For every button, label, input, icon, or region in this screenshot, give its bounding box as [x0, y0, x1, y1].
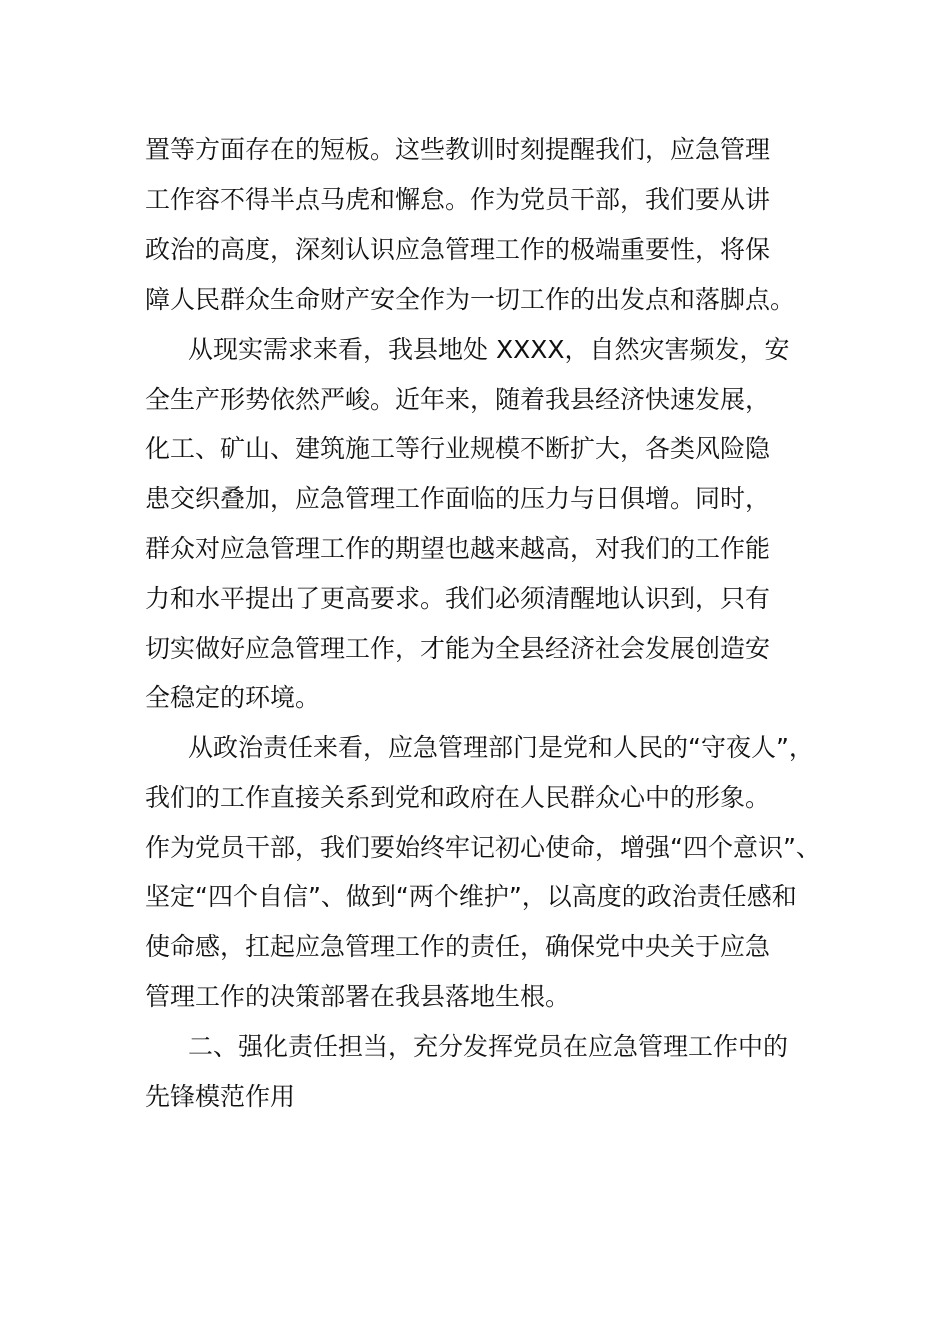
text-line: 我们的工作直接关系到党和政府在人民群众心中的形象。: [145, 783, 771, 812]
text-line: 使命感，扛起应急管理工作的责任，确保党中央关于应急: [145, 932, 771, 961]
text-line: 政治的高度，深刻认识应急管理工作的极端重要性，将保: [145, 235, 771, 264]
text-line: 置等方面存在的短板。这些教训时刻提醒我们，应急管理: [145, 135, 771, 164]
paragraph-first-line: 从现实需求来看，我县地处 XXXX，自然灾害频发，安: [188, 335, 790, 364]
paragraph-first-line: 从政治责任来看，应急管理部门是党和人民的“守夜人”，: [188, 733, 814, 762]
text-line: 切实做好应急管理工作，才能为全县经济社会发展创造安: [145, 634, 771, 663]
text-line: 患交织叠加，应急管理工作面临的压力与日俱增。同时，: [145, 484, 771, 513]
text-line: 群众对应急管理工作的期望也越来越高，对我们的工作能: [145, 534, 771, 563]
section-heading: 二、强化责任担当，充分发挥党员在应急管理工作中的: [188, 1032, 789, 1061]
text-line: 坚定“四个自信”、做到“两个维护”，以高度的政治责任感和: [145, 882, 797, 911]
text-line: 全稳定的环境。: [145, 683, 321, 712]
text-line: 障人民群众生命财产安全作为一切工作的出发点和落脚点。: [145, 285, 796, 314]
text-line: 管理工作的决策部署在我县落地生根。: [145, 982, 571, 1011]
section-heading-continued: 先锋模范作用: [145, 1082, 296, 1111]
text-line: 力和水平提出了更高要求。我们必须清醒地认识到，只有: [145, 584, 771, 613]
text-line: 全生产形势依然严峻。近年来，随着我县经济快速发展，: [145, 385, 771, 414]
text-line: 作为党员干部，我们要始终牢记初心使命，增强“四个意识”、: [145, 833, 821, 862]
text-line: 化工、矿山、建筑施工等行业规模不断扩大，各类风险隐: [145, 434, 771, 463]
text-line: 工作容不得半点马虎和懈怠。作为党员干部，我们要从讲: [145, 185, 771, 214]
